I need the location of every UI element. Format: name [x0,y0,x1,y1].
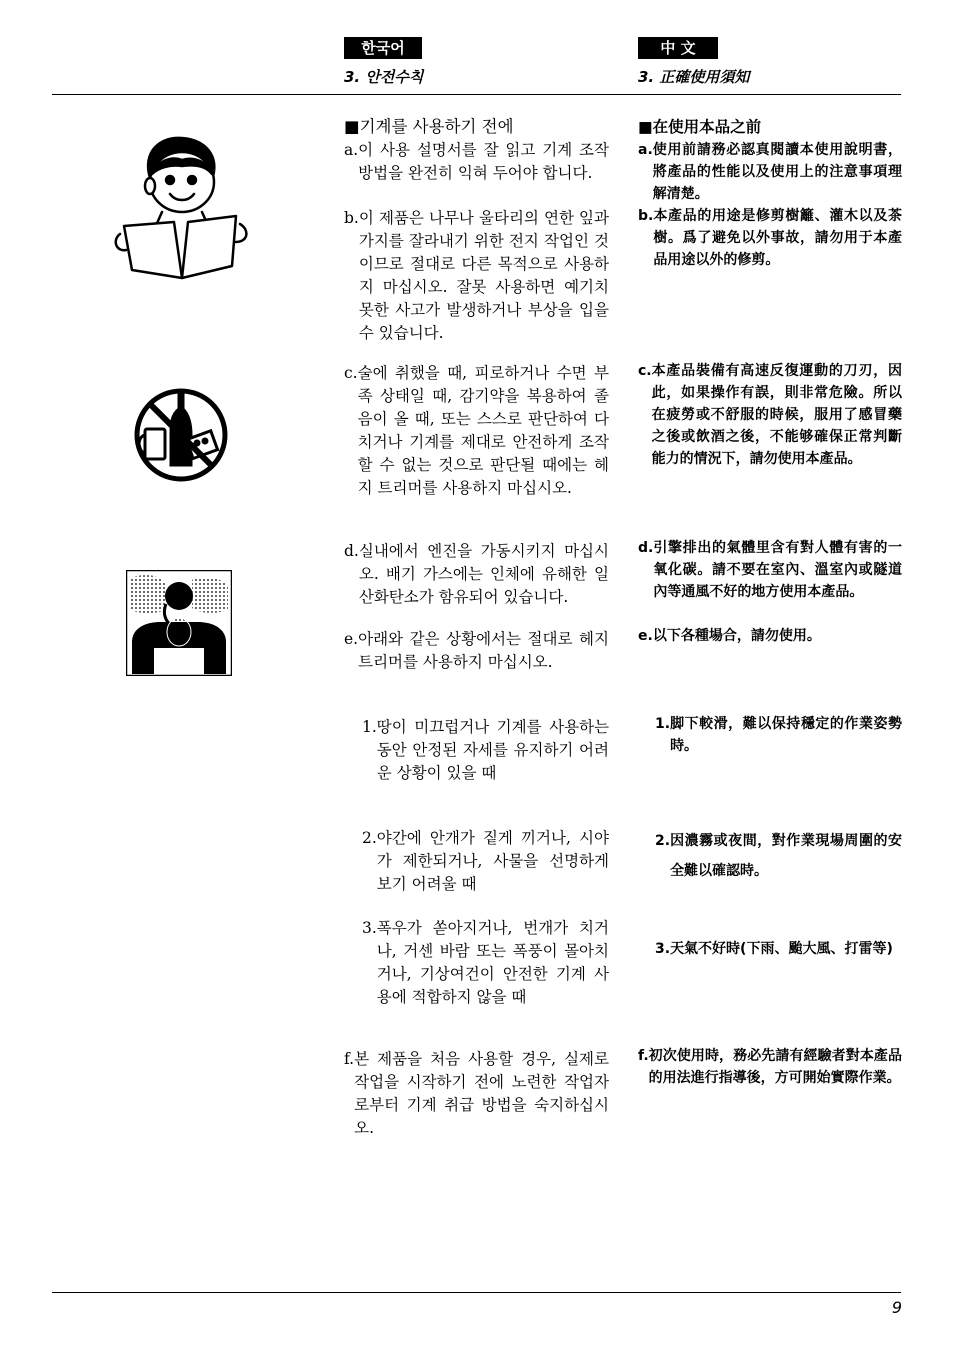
zh-subitem-2: 2. 因濃霧或夜間，對作業現場周圍的安全難以確認時。 [655,833,902,879]
heading-chinese: ■在使用本品之前 [638,118,762,136]
section-title-chinese: 3. 正確使用須知 [638,68,750,86]
zh-item-e: e. 以下各種場合，請勿使用。 [638,628,821,644]
no-indoor-exhaust-icon [126,570,232,676]
ko-item-f: f. 본 제품을 처음 사용할 경우, 실제로 작업을 시작하기 전에 노련한 작업자로부터 기계 취급 방법을 숙지하십시오. [344,1050,609,1137]
zh-item-a: a. 使用前請務必認真閱讀本使用說明書，將產品的性能以及使用上的注意事項理解清楚。 [638,142,902,202]
zh-subitem-1: 1. 脚下較滑，難以保持穩定的作業姿勢時。 [655,716,902,754]
zh-item-c: c. 本產品裝備有高速反復運動的刀刃，因此，如果操作有誤，則非常危險。所以在疲勞或不舒服的時候，服用了感冒藥之後或飲酒之後，不能够確保正常判斷能力的情況下，請勿使用本產品。 [638,363,902,467]
ko-item-c: c. 술에 취했을 때, 피로하거나 수면 부족 상태일 때, 감기약을 복용하여 졸음이 올 때, 또는 스스로 판단하여 다치거나 기계를 제대로 안전하게 조작할 수 없는 것으로 판단될 때에는 헤지 트리머를 사용하지 마십시오. [344,364,609,497]
ko-item-a: a. 이 사용 설명서를 잘 읽고 기계 조작 방법을 완전히 익혀 두어야 합니다. [344,141,609,182]
ko-subitem-3: 3. 폭우가 쏟아지거나, 번개가 치거나, 거센 바람 또는 폭풍이 몰아치거나, 기상여건이 안전한 기계 사용에 적합하지 않을 때 [362,919,609,1006]
ko-subitem-1: 1. 땅이 미끄럽거나 기계를 사용하는 동안 안정된 자세를 유지하기 어려운 상황이 있을 때 [362,718,609,782]
zh-subitem-3: 3. 天氣不好時(下雨、颱大風、打雷等) [655,941,893,957]
page-number: 9 [891,1298,902,1317]
zh-item-f: f. 初次使用時，務必先請有經驗者對本產品的用法進行指導後，方可開始實際作業。 [638,1048,902,1086]
ko-item-b: b. 이 제품은 나무나 울타리의 연한 잎과 가지를 잘라내기 위한 전지 작업인 것이므로 절대로 다른 목적으로 사용하지 마십시오. 잘못 사용하면 예기치 못한 사고가 발생하거나 부상을 입을 수 있습니다. [344,209,609,342]
heading-korean: ■기계를 사용하기 전에 [344,117,514,136]
ko-subitem-2: 2. 야간에 안개가 짙게 끼거나, 시야가 제한되거나, 사물을 선명하게 보기 어려울 때 [362,829,609,893]
header-rule [52,94,901,95]
zh-item-d: d. 引擎排出的氣體里含有對人體有害的一氧化碳。請不要在室內、溫室內或隧道內等通風不好的地方使用本產品。 [638,540,902,600]
lang-tag-chinese: 中 文 [638,37,718,59]
reading-manual-illustration [112,130,252,280]
zh-item-b: b. 本產品的用途是修剪樹籬、灌木以及茶樹。爲了避免以外事故，請勿用于本產品用途以外的修剪。 [638,208,902,268]
ko-item-d: d. 실내에서 엔진을 가동시키지 마십시오. 배기 가스에는 인체에 유해한 일산화탄소가 함유되어 있습니다. [344,542,609,606]
ko-item-e: e. 아래와 같은 상황에서는 절대로 헤지 트리머를 사용하지 마십시오. [344,630,609,671]
no-alcohol-drugs-icon [131,385,231,485]
section-title-korean: 3. 안전수칙 [344,68,424,86]
lang-tag-korean: 한국어 [344,37,422,59]
footer-rule [52,1292,901,1293]
